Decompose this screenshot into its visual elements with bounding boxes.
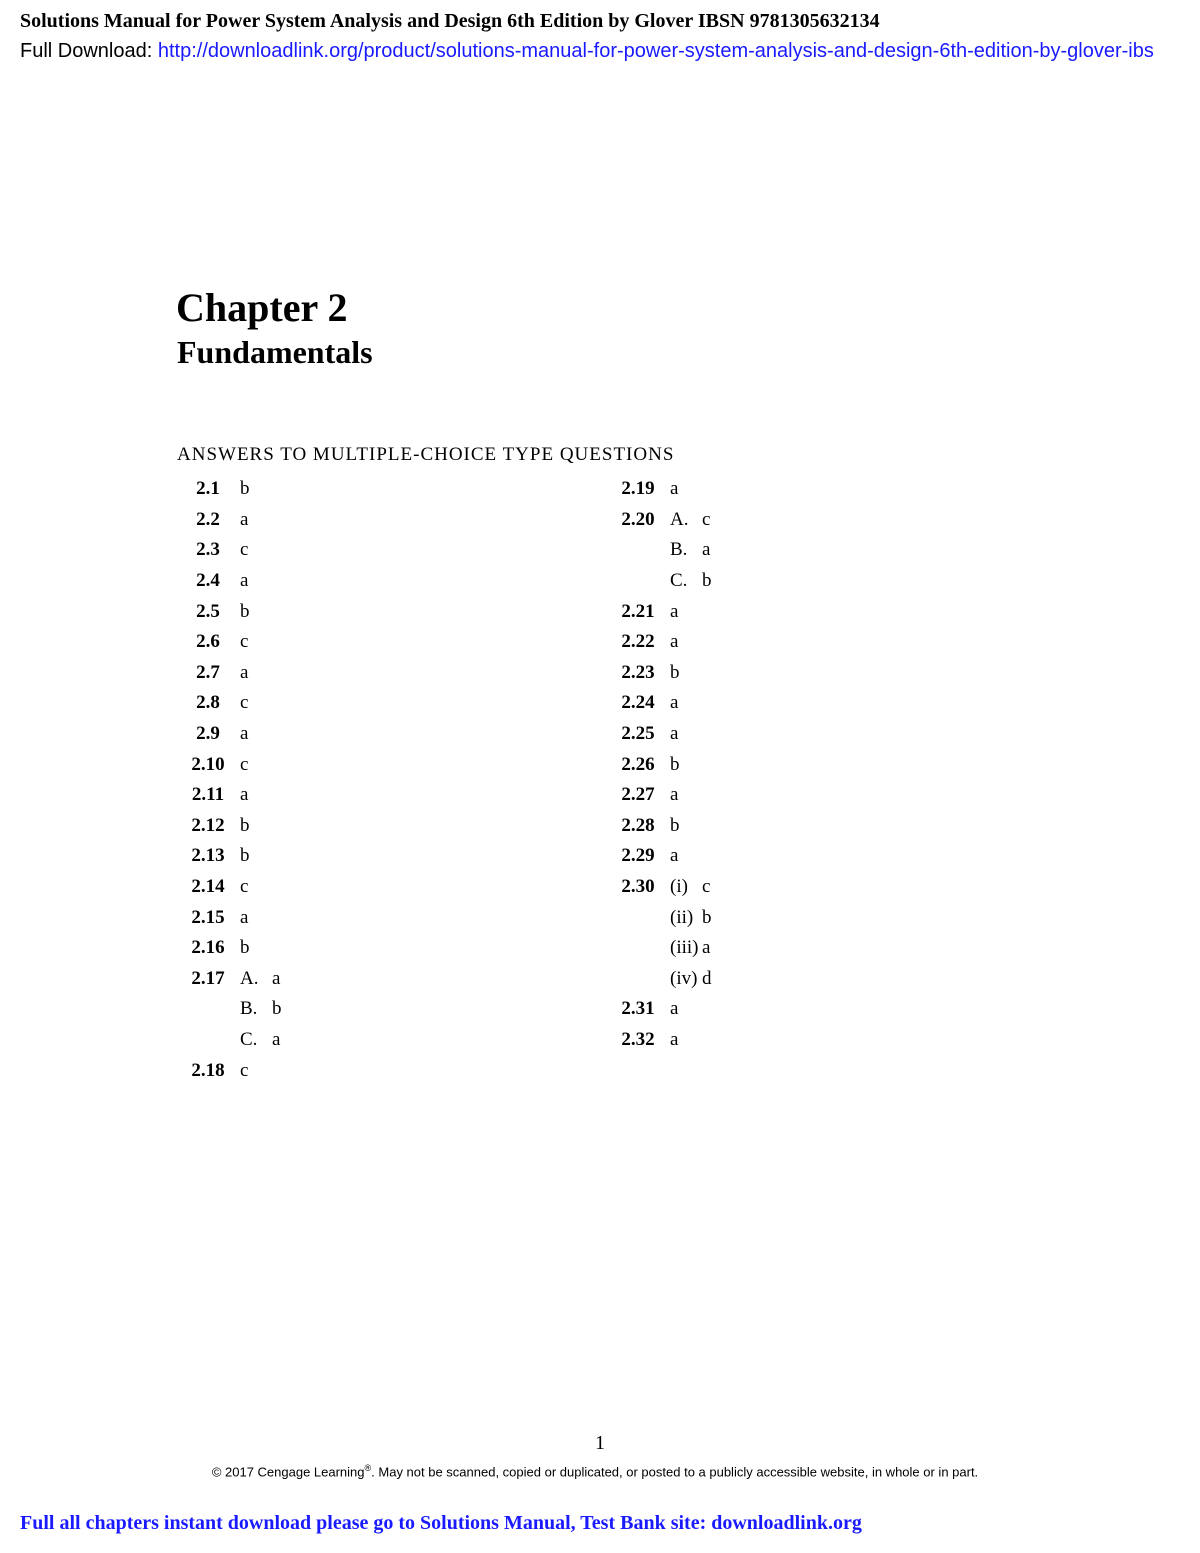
answer-value [670, 845, 679, 867]
answer-letter: b [272, 998, 283, 1020]
answer-letter: c [702, 876, 712, 898]
answer-value [240, 876, 249, 898]
answer-row [176, 688, 283, 719]
answer-part-label: (iii) [670, 937, 699, 959]
answer-letter: a [670, 631, 680, 653]
answer-letter: b [702, 570, 713, 592]
page-number: 1 [595, 1432, 605, 1454]
answer-value [240, 723, 249, 745]
question-number: 2.29 [621, 845, 655, 867]
answer-row [606, 902, 713, 933]
answer-row [176, 749, 283, 780]
answer-value [240, 692, 249, 714]
answer-row [176, 780, 283, 811]
answer-row [176, 596, 283, 627]
question-number: 2.8 [196, 692, 220, 714]
answer-value [670, 570, 713, 592]
answer-value [240, 1029, 281, 1051]
answer-row [176, 474, 283, 505]
question-number: 2.3 [196, 539, 220, 561]
answer-row [176, 535, 283, 566]
answer-value [670, 968, 713, 990]
answer-value [670, 478, 679, 500]
question-number: 2.7 [196, 661, 220, 683]
answer-value [240, 907, 249, 929]
answer-row [176, 964, 283, 995]
answer-part-label: C. [240, 1028, 258, 1050]
answer-row [176, 627, 283, 658]
question-number: 2.31 [621, 998, 655, 1020]
answer-letter: a [670, 784, 680, 806]
answer-value [240, 570, 249, 592]
answer-letter: c [702, 508, 712, 530]
answer-letter: a [670, 998, 680, 1020]
answer-row [176, 933, 283, 964]
question-number: 2.10 [191, 753, 225, 775]
answer-part-label: A. [670, 508, 689, 530]
question-number: 2.12 [191, 814, 225, 836]
answer-row [176, 1025, 283, 1056]
question-number: 2.1 [196, 478, 220, 500]
answer-row [176, 902, 283, 933]
answer-letter: c [240, 876, 250, 898]
answer-value [670, 631, 679, 653]
question-number: 2.24 [621, 692, 655, 714]
answer-letter: a [670, 845, 680, 867]
answer-letter: c [240, 631, 250, 653]
answer-row [606, 1025, 713, 1056]
answer-letter: b [240, 937, 251, 959]
question-number: 2.13 [191, 845, 225, 867]
answer-value [240, 754, 249, 776]
copyright-prefix: © 2017 Cengage Learning [211, 1464, 365, 1480]
answer-row [606, 780, 713, 811]
answer-letter: c [240, 1059, 250, 1081]
answer-row [176, 994, 283, 1025]
answer-letter: a [702, 539, 712, 561]
download-link[interactable]: http://downloadlink.org/product/solutions-manual-for-power-system-analysis-and-design-6th-edition-by-glover-ibs [157, 40, 1154, 62]
answer-row [176, 1055, 283, 1086]
answer-row [606, 749, 713, 780]
answer-row [606, 811, 713, 842]
answer-letter: b [240, 845, 251, 867]
answer-letter: a [702, 937, 712, 959]
answer-letter: a [240, 906, 250, 928]
answer-letter: b [240, 814, 251, 836]
question-number: 2.5 [196, 600, 220, 622]
answer-row [606, 658, 713, 689]
question-number: 2.26 [621, 753, 655, 775]
answer-value [240, 937, 251, 959]
answer-value [670, 998, 679, 1020]
question-number: 2.32 [621, 1028, 655, 1050]
answers-column-right [606, 474, 713, 1055]
download-banner[interactable]: Full all chapters instant download please go to Solutions Manual, Test Bank site: downloadlink.org [20, 1512, 862, 1534]
answer-letter: b [670, 661, 681, 683]
chapter-heading: Chapter 2 [176, 285, 348, 330]
answer-value [240, 998, 283, 1020]
answer-letter: a [670, 723, 680, 745]
answer-row [176, 872, 283, 903]
answer-letter: b [240, 478, 251, 500]
answer-letter: b [240, 600, 251, 622]
answer-part-label: B. [670, 539, 688, 561]
answer-value [240, 478, 251, 500]
answer-value [670, 907, 713, 929]
answer-value [240, 815, 251, 837]
answer-letter: b [670, 814, 681, 836]
answer-value [240, 1060, 249, 1082]
answer-row [606, 872, 713, 903]
answer-value [670, 876, 711, 898]
answer-row [606, 474, 713, 505]
answer-letter: a [670, 600, 680, 622]
answer-part-label: A. [240, 967, 259, 989]
question-number: 2.23 [621, 661, 655, 683]
answer-letter: a [240, 508, 250, 530]
answer-part-label: (ii) [670, 906, 694, 928]
answer-letter: b [670, 753, 681, 775]
answer-row [606, 535, 713, 566]
answer-letter: a [240, 661, 250, 683]
answers-column-left [176, 474, 283, 1086]
answer-value [670, 937, 711, 959]
answer-letter: a [670, 692, 680, 714]
answer-row [176, 719, 283, 750]
answer-row [606, 688, 713, 719]
question-number: 2.17 [191, 967, 225, 989]
answer-part-label: (i) [670, 876, 688, 898]
question-number: 2.22 [621, 631, 655, 653]
answer-row [606, 596, 713, 627]
answer-value [670, 784, 679, 806]
answer-letter: c [240, 753, 250, 775]
answer-value [670, 1029, 679, 1051]
question-number: 2.14 [191, 876, 225, 898]
answer-letter: c [240, 539, 250, 561]
download-line [20, 40, 1200, 63]
answer-row [606, 841, 713, 872]
question-number: 2.19 [621, 478, 655, 500]
answer-letter: a [240, 723, 250, 745]
answer-row [176, 566, 283, 597]
answer-value [240, 631, 249, 653]
answer-row [176, 811, 283, 842]
chapter-subtitle: Fundamentals [177, 334, 373, 370]
answer-value [670, 754, 681, 776]
answer-value [670, 692, 679, 714]
question-number: 2.15 [191, 906, 225, 928]
answer-row [176, 505, 283, 536]
answer-value [240, 539, 249, 561]
question-number: 2.18 [191, 1059, 225, 1081]
answer-letter: a [670, 478, 680, 500]
answer-letter: a [272, 1028, 282, 1050]
answer-value [240, 845, 251, 867]
answer-letter: a [240, 570, 250, 592]
question-number: 2.30 [621, 876, 655, 898]
answer-letter: d [702, 967, 713, 989]
answer-letter: a [240, 784, 250, 806]
answer-row [606, 933, 713, 964]
question-number: 2.28 [621, 814, 655, 836]
question-number: 2.25 [621, 723, 655, 745]
answer-letter: c [240, 692, 250, 714]
answer-row [606, 627, 713, 658]
answer-part-label: C. [670, 570, 688, 592]
answer-value [240, 662, 249, 684]
answer-part-label: B. [240, 998, 258, 1020]
answer-value [670, 723, 679, 745]
answer-value [670, 539, 711, 561]
answer-row [606, 964, 713, 995]
answer-value [240, 784, 249, 806]
answer-row [606, 505, 713, 536]
section-heading: ANSWERS TO MULTIPLE-CHOICE TYPE QUESTIONS [177, 444, 675, 465]
document-title: Solutions Manual for Power System Analysis and Design 6th Edition by Glover IBSN 9781305632134 [20, 10, 880, 32]
answer-value [670, 601, 679, 623]
registered-mark: ® [364, 1463, 372, 1473]
answer-letter: a [670, 1028, 680, 1050]
download-label: Full Download: [20, 40, 158, 62]
copyright-suffix: . May not be scanned, copied or duplicated, or posted to a publicly accessible website, in whole or in part. [371, 1464, 979, 1480]
answer-part-label: (iv) [670, 967, 698, 989]
answer-value [670, 662, 681, 684]
answer-letter: b [702, 906, 713, 928]
answer-value [670, 815, 681, 837]
question-number: 2.2 [196, 508, 220, 530]
question-number: 2.9 [196, 723, 220, 745]
question-number: 2.20 [621, 508, 655, 530]
answer-row [606, 994, 713, 1025]
answer-letter: a [272, 967, 282, 989]
answer-value [240, 968, 281, 990]
answer-row [176, 841, 283, 872]
answer-row [606, 719, 713, 750]
question-number: 2.27 [621, 784, 655, 806]
question-number: 2.21 [621, 600, 655, 622]
copyright-notice [0, 1463, 1190, 1479]
answer-value [670, 509, 711, 531]
answer-value [240, 509, 249, 531]
question-number: 2.6 [196, 631, 220, 653]
answer-value [240, 601, 251, 623]
question-number: 2.16 [191, 937, 225, 959]
question-number: 2.11 [191, 784, 225, 806]
answer-row [176, 658, 283, 689]
question-number: 2.4 [196, 570, 220, 592]
answer-row [606, 566, 713, 597]
